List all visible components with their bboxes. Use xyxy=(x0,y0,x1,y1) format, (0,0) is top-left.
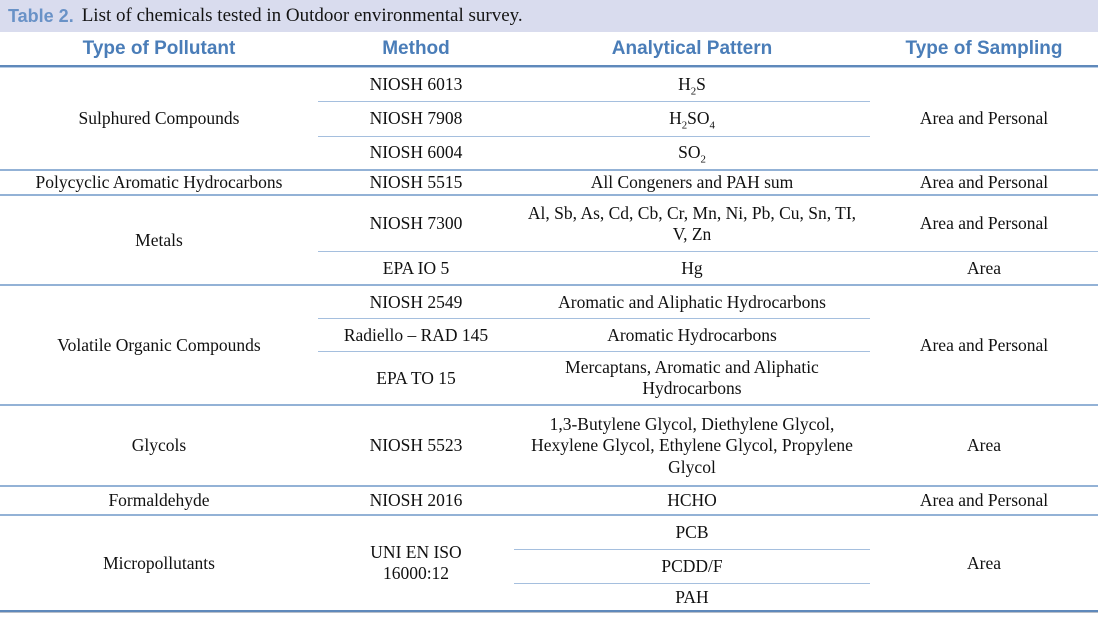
pollutant-cell: Polycyclic Aromatic Hydrocarbons xyxy=(0,171,318,196)
pollutant-cell: Formaldehyde xyxy=(0,487,318,516)
pollutant-cell: Micropollutants xyxy=(0,516,318,612)
method-cell: EPA IO 5 xyxy=(318,252,514,286)
method-cell: NIOSH 5515 xyxy=(318,171,514,196)
table-caption-text: List of chemicals tested in Outdoor environmental survey. xyxy=(81,5,523,26)
pattern-cell: Aromatic Hydrocarbons xyxy=(514,319,870,352)
method-cell: Radiello – RAD 145 xyxy=(318,319,514,352)
pattern-cell: 1,3-Butylene Glycol, Diethylene Glycol, Hexylene Glycol, Ethylene Glycol, Propylene Glycol xyxy=(514,406,870,487)
method-cell: NIOSH 2016 xyxy=(318,487,514,516)
pattern-cell: PAH xyxy=(514,584,870,612)
method-cell: NIOSH 6004 xyxy=(318,137,514,171)
table-row xyxy=(0,196,1098,252)
column-header-analytical-pattern: Analytical Pattern xyxy=(514,32,870,67)
method-cell: EPA TO 15 xyxy=(318,352,514,406)
table-row xyxy=(0,171,1098,196)
table-caption-bar xyxy=(0,0,1098,32)
pattern-cell: Hg xyxy=(514,252,870,286)
method-cell xyxy=(318,516,514,612)
pattern-cell: $SO_2$ xyxy=(514,137,870,171)
chemicals-table xyxy=(0,32,1098,612)
table-row xyxy=(0,67,1098,102)
method-cell: NIOSH 2549 xyxy=(318,286,514,319)
sampling-cell: Area xyxy=(870,252,1098,286)
sampling-cell: Area and Personal xyxy=(870,67,1098,171)
method-cell: NIOSH 5523 xyxy=(318,406,514,487)
sampling-cell: Area and Personal xyxy=(870,196,1098,252)
table-row xyxy=(0,286,1098,319)
sampling-cell: Area and Personal xyxy=(870,487,1098,516)
table-row xyxy=(0,487,1098,516)
pollutant-cell: Glycols xyxy=(0,406,318,487)
pollutant-cell: Sulphured Compounds xyxy=(0,67,318,171)
table-row xyxy=(0,516,1098,550)
method-cell: NIOSH 6013 xyxy=(318,67,514,102)
method-cell: NIOSH 7300 xyxy=(318,196,514,252)
pattern-cell: $H_2S$ xyxy=(514,67,870,102)
pollutant-cell: Volatile Organic Compounds xyxy=(0,286,318,406)
table-row xyxy=(0,406,1098,487)
sampling-cell: Area xyxy=(870,406,1098,487)
sampling-cell: Area and Personal xyxy=(870,171,1098,196)
pattern-cell: HCHO xyxy=(514,487,870,516)
pattern-cell: PCB xyxy=(514,516,870,550)
method-cell: NIOSH 7908 xyxy=(318,102,514,137)
pattern-cell: Mercaptans, Aromatic and Aliphatic Hydrocarbons xyxy=(514,352,870,406)
method-text: UNI EN ISO 16000:12 xyxy=(370,542,462,584)
header-row xyxy=(0,32,1098,67)
column-header-type-of-sampling: Type of Sampling xyxy=(870,32,1098,67)
table-caption-label: Table 2. xyxy=(8,5,74,26)
pattern-cell: Aromatic and Aliphatic Hydrocarbons xyxy=(514,286,870,319)
pollutant-cell: Metals xyxy=(0,196,318,286)
column-header-type-of-pollutant: Type of Pollutant xyxy=(0,32,318,67)
pattern-cell: $H_2SO_4$ xyxy=(514,102,870,137)
pattern-cell: Al, Sb, As, Cd, Cb, Cr, Mn, Ni, Pb, Cu, Sn, TI, V, Zn xyxy=(514,196,870,252)
column-header-method: Method xyxy=(318,32,514,67)
sampling-cell: Area xyxy=(870,516,1098,612)
pattern-cell: PCDD/F xyxy=(514,550,870,584)
pattern-cell: All Congeners and PAH sum xyxy=(514,171,870,196)
sampling-cell: Area and Personal xyxy=(870,286,1098,406)
